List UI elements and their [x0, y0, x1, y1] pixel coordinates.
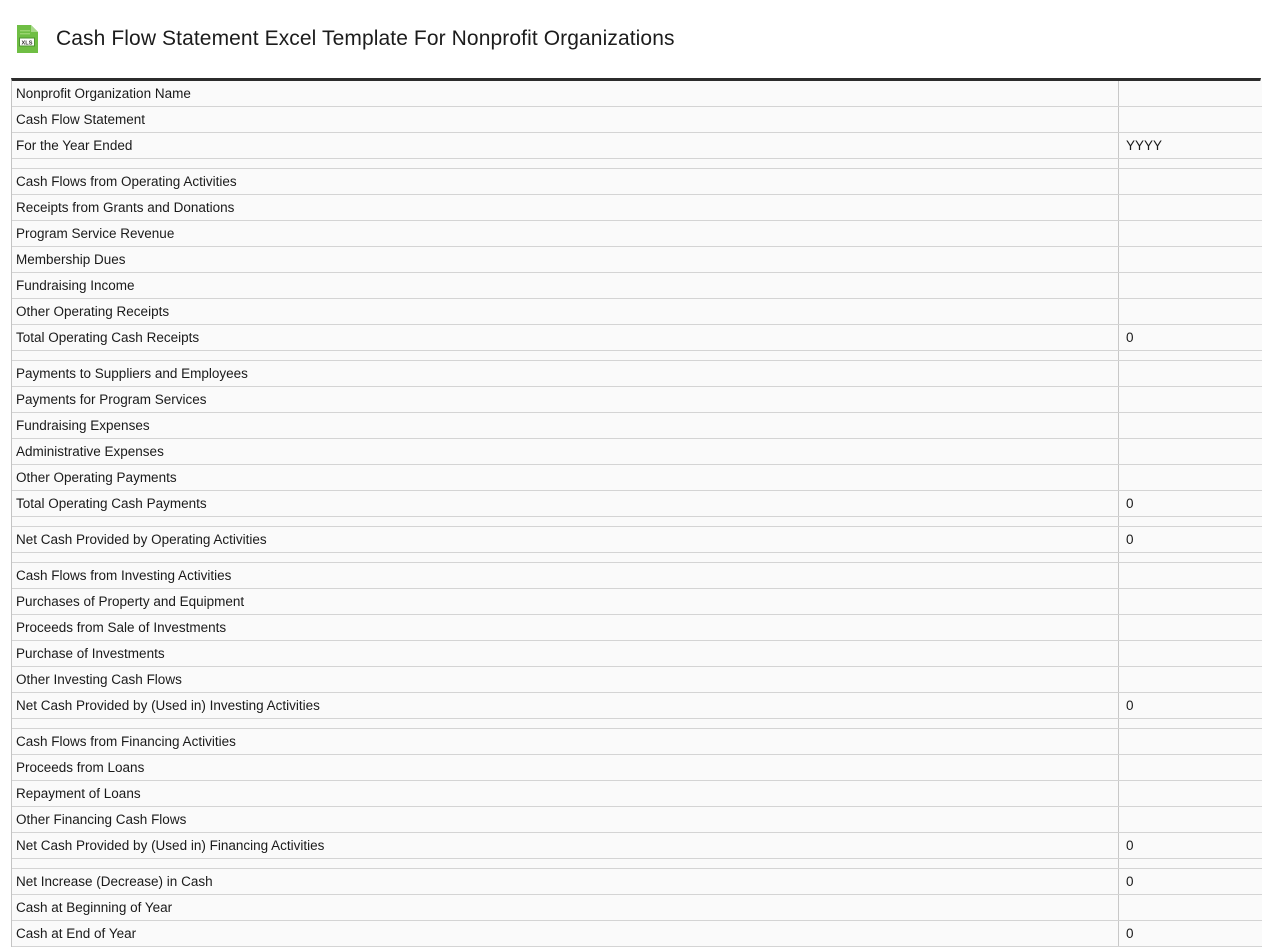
- spacer-cell: [1119, 859, 1262, 869]
- row-label-cell[interactable]: Program Service Revenue: [12, 221, 1119, 247]
- row-label-cell[interactable]: Membership Dues: [12, 247, 1119, 273]
- table-row: [12, 527, 1262, 553]
- row-label-cell[interactable]: Receipts from Grants and Donations: [12, 195, 1119, 221]
- spacer-row: [12, 859, 1262, 869]
- row-label-cell[interactable]: Net Cash Provided by (Used in) Investing Activities: [12, 693, 1119, 719]
- table-row: [12, 755, 1262, 781]
- table-row: [12, 833, 1262, 859]
- spacer-cell: [12, 859, 1119, 869]
- row-label-cell[interactable]: Net Increase (Decrease) in Cash: [12, 869, 1119, 895]
- row-value-cell[interactable]: [1119, 755, 1262, 781]
- row-value-cell[interactable]: [1119, 641, 1262, 667]
- cash-flow-table: [12, 81, 1262, 947]
- row-label-cell[interactable]: Other Operating Receipts: [12, 299, 1119, 325]
- row-value-cell[interactable]: [1119, 729, 1262, 755]
- table-row: [12, 247, 1262, 273]
- spacer-cell: [1119, 351, 1262, 361]
- row-label-cell[interactable]: Fundraising Expenses: [12, 413, 1119, 439]
- row-value-cell[interactable]: [1119, 807, 1262, 833]
- spacer-cell: [12, 517, 1119, 527]
- table-row: [12, 413, 1262, 439]
- row-label-cell[interactable]: Repayment of Loans: [12, 781, 1119, 807]
- table-row: [12, 465, 1262, 491]
- table-row: [12, 729, 1262, 755]
- table-row: [12, 667, 1262, 693]
- page-title: Cash Flow Statement Excel Template For Nonprofit Organizations: [56, 26, 675, 52]
- table-row: [12, 387, 1262, 413]
- cash-flow-table-body: [12, 81, 1262, 947]
- table-row: [12, 273, 1262, 299]
- row-label-cell[interactable]: Cash Flows from Financing Activities: [12, 729, 1119, 755]
- row-value-cell[interactable]: YYYY: [1119, 133, 1262, 159]
- spacer-cell: [12, 719, 1119, 729]
- table-row: [12, 615, 1262, 641]
- spacer-row: [12, 517, 1262, 527]
- table-row: [12, 781, 1262, 807]
- row-label-cell[interactable]: Proceeds from Sale of Investments: [12, 615, 1119, 641]
- row-value-cell[interactable]: 0: [1119, 833, 1262, 859]
- row-label-cell[interactable]: Cash Flows from Operating Activities: [12, 169, 1119, 195]
- row-value-cell[interactable]: 0: [1119, 325, 1262, 351]
- spacer-row: [12, 351, 1262, 361]
- table-row: [12, 807, 1262, 833]
- table-row: [12, 869, 1262, 895]
- row-value-cell[interactable]: [1119, 413, 1262, 439]
- spacer-row: [12, 719, 1262, 729]
- row-value-cell[interactable]: [1119, 439, 1262, 465]
- row-value-cell[interactable]: [1119, 273, 1262, 299]
- row-value-cell[interactable]: [1119, 247, 1262, 273]
- row-label-cell[interactable]: For the Year Ended: [12, 133, 1119, 159]
- row-value-cell[interactable]: [1119, 387, 1262, 413]
- page-header: [0, 0, 1262, 78]
- row-label-cell[interactable]: Purchase of Investments: [12, 641, 1119, 667]
- row-value-cell[interactable]: [1119, 465, 1262, 491]
- spacer-cell: [12, 159, 1119, 169]
- row-label-cell[interactable]: Total Operating Cash Receipts: [12, 325, 1119, 351]
- table-row: [12, 299, 1262, 325]
- row-label-cell[interactable]: Net Cash Provided by (Used in) Financing Activities: [12, 833, 1119, 859]
- row-value-cell[interactable]: [1119, 195, 1262, 221]
- spacer-row: [12, 159, 1262, 169]
- row-label-cell[interactable]: Total Operating Cash Payments: [12, 491, 1119, 517]
- spacer-cell: [12, 553, 1119, 563]
- table-row: [12, 693, 1262, 719]
- row-value-cell[interactable]: [1119, 563, 1262, 589]
- row-label-cell[interactable]: Fundraising Income: [12, 273, 1119, 299]
- row-value-cell[interactable]: [1119, 615, 1262, 641]
- table-row: [12, 169, 1262, 195]
- table-row: [12, 439, 1262, 465]
- row-value-cell[interactable]: [1119, 107, 1262, 133]
- row-label-cell[interactable]: Other Financing Cash Flows: [12, 807, 1119, 833]
- spacer-cell: [1119, 159, 1262, 169]
- row-value-cell[interactable]: 0: [1119, 921, 1262, 947]
- row-value-cell[interactable]: [1119, 221, 1262, 247]
- row-label-cell[interactable]: Cash Flows from Investing Activities: [12, 563, 1119, 589]
- row-value-cell[interactable]: [1119, 169, 1262, 195]
- table-row: [12, 195, 1262, 221]
- row-value-cell[interactable]: 0: [1119, 693, 1262, 719]
- table-row: [12, 641, 1262, 667]
- row-value-cell[interactable]: [1119, 781, 1262, 807]
- row-value-cell[interactable]: [1119, 589, 1262, 615]
- row-label-cell[interactable]: Other Investing Cash Flows: [12, 667, 1119, 693]
- row-value-cell[interactable]: 0: [1119, 491, 1262, 517]
- table-row: [12, 491, 1262, 517]
- row-value-cell[interactable]: 0: [1119, 527, 1262, 553]
- table-row: [12, 361, 1262, 387]
- row-label-cell[interactable]: Other Operating Payments: [12, 465, 1119, 491]
- row-label-cell[interactable]: Cash at Beginning of Year: [12, 895, 1119, 921]
- table-row: [12, 221, 1262, 247]
- spacer-cell: [1119, 553, 1262, 563]
- spacer-row: [12, 553, 1262, 563]
- xls-file-icon: [16, 24, 40, 54]
- table-row: [12, 895, 1262, 921]
- spreadsheet: [11, 78, 1261, 947]
- row-label-cell[interactable]: Nonprofit Organization Name: [12, 81, 1119, 107]
- row-label-cell[interactable]: Cash Flow Statement: [12, 107, 1119, 133]
- spacer-cell: [12, 351, 1119, 361]
- row-value-cell[interactable]: [1119, 361, 1262, 387]
- row-label-cell[interactable]: Purchases of Property and Equipment: [12, 589, 1119, 615]
- row-value-cell[interactable]: 0: [1119, 869, 1262, 895]
- row-value-cell[interactable]: [1119, 299, 1262, 325]
- row-label-cell[interactable]: Cash at End of Year: [12, 921, 1119, 947]
- row-label-cell[interactable]: Proceeds from Loans: [12, 755, 1119, 781]
- table-row: [12, 921, 1262, 947]
- spacer-cell: [1119, 719, 1262, 729]
- row-label-cell[interactable]: Administrative Expenses: [12, 439, 1119, 465]
- table-row: [12, 133, 1262, 159]
- table-row: [12, 81, 1262, 107]
- row-value-cell[interactable]: [1119, 895, 1262, 921]
- row-value-cell[interactable]: [1119, 81, 1262, 107]
- spacer-cell: [1119, 517, 1262, 527]
- table-row: [12, 107, 1262, 133]
- table-row: [12, 325, 1262, 351]
- row-label-cell[interactable]: Net Cash Provided by Operating Activities: [12, 527, 1119, 553]
- table-row: [12, 589, 1262, 615]
- svg-text:XLS: XLS: [22, 40, 33, 46]
- spreadsheet-area: [0, 78, 1262, 947]
- row-label-cell[interactable]: Payments to Suppliers and Employees: [12, 361, 1119, 387]
- row-value-cell[interactable]: [1119, 667, 1262, 693]
- table-row: [12, 563, 1262, 589]
- row-label-cell[interactable]: Payments for Program Services: [12, 387, 1119, 413]
